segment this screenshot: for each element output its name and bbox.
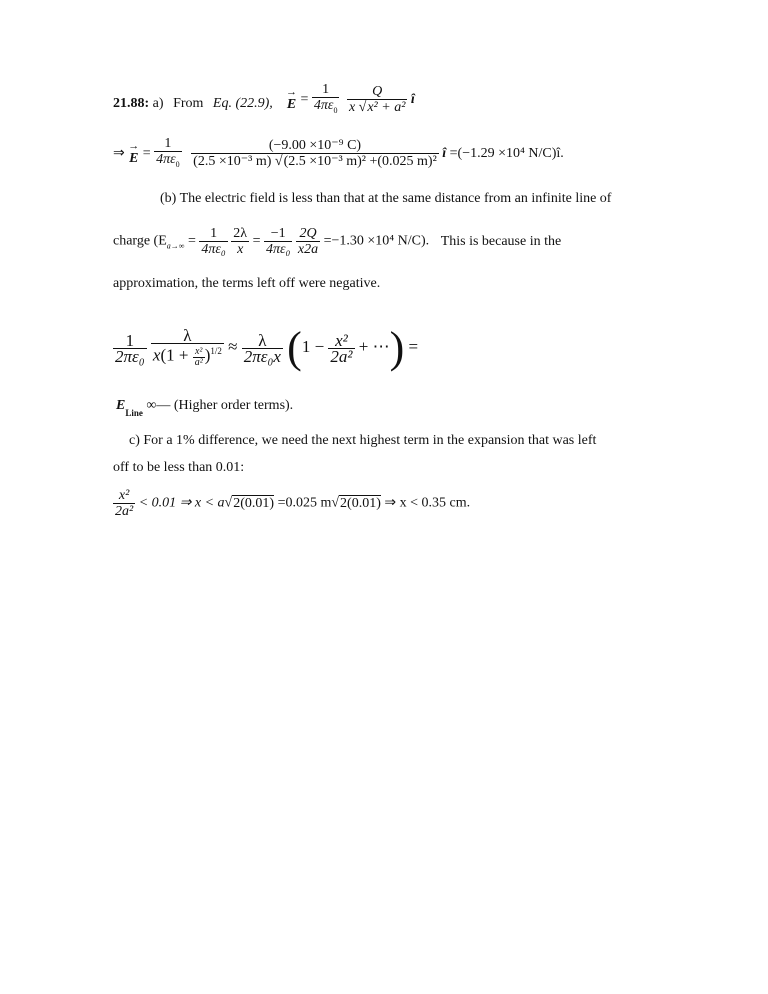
vector-arrow: → <box>286 85 297 98</box>
e-line-sym: ∞— <box>146 398 171 413</box>
vector-arrow-2: → <box>128 139 140 152</box>
e-line-symbol: E <box>116 398 126 413</box>
c-sqrt-2: 2(0.01) <box>340 495 381 511</box>
b-frac3-den: 4πε₀ <box>265 242 291 257</box>
part-a-line <box>113 96 273 112</box>
equals-sign: = <box>300 92 309 108</box>
exp-power: 1/2 <box>210 346 222 357</box>
eq-ref: Eq. (22.9), <box>212 96 273 111</box>
field-symbol: E <box>286 96 297 112</box>
charge-numerator: (−9.00 ×10⁻⁹ C) <box>191 138 439 154</box>
limit-subscript: a→∞ <box>166 241 185 251</box>
part-b-sentence-1: (b) The electric field is less than that at the same distance from an infinite line of <box>160 191 612 206</box>
frac-den-4pieps: 4πε <box>313 98 334 113</box>
frac2-num-1: 1 <box>154 136 182 152</box>
exp-f4-num: x² <box>328 333 354 349</box>
part-a-result: =(−1.29 ×10⁴ N/C)î. <box>449 146 564 162</box>
exp-f2-inner: 1 + <box>166 346 189 366</box>
part-c-equation: $\frac{\text{x²}}{\text{2a²}}$ < 0.01 ⇒ x < a√2(0.01) =0.025 m√2(0.01) ⇒ x < 0.35 cm. <box>115 488 471 519</box>
field-symbol-2: E <box>129 150 139 166</box>
part-b-sentence-2: approximation, the terms left off were negative. <box>113 276 381 291</box>
part-a-label: a) <box>152 96 164 111</box>
eq-a2: ⇒ → E = $\frac{1}{4\pi\varepsilon_0}$ $\frac{\text{(−9.00 ×10⁻⁹ C)}}{\text{(2.5 ×10⁻³ m) √(2.5 ×10⁻³ m)² +(0.025 m)²}}$ î =(−1.29 ×10⁴ N/C)î. <box>113 136 564 170</box>
exp-f1-num: 1 <box>113 333 147 349</box>
eps-sub-zero: 0 <box>333 105 338 115</box>
denominator-distance: (2.5 ×10⁻³ m) <box>193 154 272 170</box>
implies-symbol: ⇒ <box>113 146 125 162</box>
b-value: =−1.30 ×10⁴ N/C). <box>323 233 430 249</box>
part-b-equation-line: charge ($E_{a\to\infty}$ = $\frac{1}{\text{4πε₀}}$ $\frac{2\lambda}{x}$ = $\frac{-1}{\text{4πε₀}}$ $\frac{2Q}{x2a}$ =−1.30 ×10⁴ N/C). This is because in the <box>113 226 562 257</box>
from-text: From <box>173 96 204 111</box>
equals-sign-2: = <box>142 146 151 162</box>
c-cond-2: =0.025 m <box>277 495 332 511</box>
c-frac-den: 2a² <box>115 504 134 519</box>
b-frac2-den: x <box>237 242 244 257</box>
exp-dots: + ⋯ <box>358 336 390 356</box>
eq-a1: → E = $\frac{1}{4\pi\varepsilon_0}$ $\frac{Q}{\text{x √x² + a²}}$ î <box>286 82 415 116</box>
c-sqrt-1: 2(0.01) <box>233 495 275 511</box>
approx-symbol: ≈ <box>228 336 238 356</box>
b-frac3-num: −1 <box>264 226 292 242</box>
exp-f3-num: λ <box>242 333 283 349</box>
b-frac4-num: 2Q <box>296 226 320 242</box>
frac-num-1: 1 <box>312 82 340 98</box>
e-line-row <box>116 398 294 418</box>
b-frac2-num: 2λ <box>233 226 248 241</box>
c-cond-1: < 0.01 ⇒ x < a <box>138 495 225 511</box>
frac-den-x: x <box>348 100 356 116</box>
unit-vector-i: î <box>410 92 415 108</box>
problem-number: 21.88: <box>113 96 150 111</box>
c-frac-num: x² <box>113 488 135 504</box>
exp-one-minus: 1 − <box>301 336 325 356</box>
charge-prefix: charge (E <box>113 233 167 249</box>
denominator-sqrt: (2.5 ×10⁻³ m)² +(0.025 m)² <box>283 154 437 170</box>
exp-f2-den-x: x <box>152 346 161 366</box>
part-c-text-1: c) For a 1% difference, we need the next highest term in the expansion that was left <box>129 433 597 448</box>
eps2-sub-zero: 0 <box>175 159 180 169</box>
exp-f4-den: 2a² <box>330 346 353 366</box>
exp-f1-den: 2πε₀ <box>115 346 145 366</box>
frac-num-Q: Q <box>347 84 407 100</box>
higher-order-text: (Higher order terms). <box>173 398 294 413</box>
part-c-text-2: off to be less than 0.01: <box>113 460 245 475</box>
expansion-equation: $\frac{1}{\text{2πε₀}}$ λ x(1 + $\frac{\text{x²}}{\text{a²}}$ )$^{1/2}$ ≈ $\frac{\lambda}{\text{2πε₀x}}$ (1 − $\frac{\text{x²}}{\text{2a²}}$ + ⋯) = <box>115 323 419 372</box>
exp-inner-den: a² <box>194 356 203 368</box>
exp-f2-num: λ <box>151 328 224 344</box>
unit-vector-i-2: î <box>442 146 447 162</box>
c-cond-3: ⇒ x < 0.35 cm. <box>384 495 471 511</box>
b-frac1-num: 1 <box>199 226 227 242</box>
b-frac4-den: x2a <box>297 242 319 257</box>
exp-inner-num: x² <box>193 347 205 358</box>
sqrt-expression: x² + a² <box>367 100 406 116</box>
exp-equals: = <box>408 336 419 356</box>
exp-f3-den: 2πε₀x <box>243 346 281 366</box>
frac2-den-4pieps: 4πε <box>156 152 176 167</box>
e-line-subscript: Line <box>125 408 143 418</box>
b-frac1-den: 4πε₀ <box>201 242 226 257</box>
b-reason: This is because in the <box>440 233 562 249</box>
